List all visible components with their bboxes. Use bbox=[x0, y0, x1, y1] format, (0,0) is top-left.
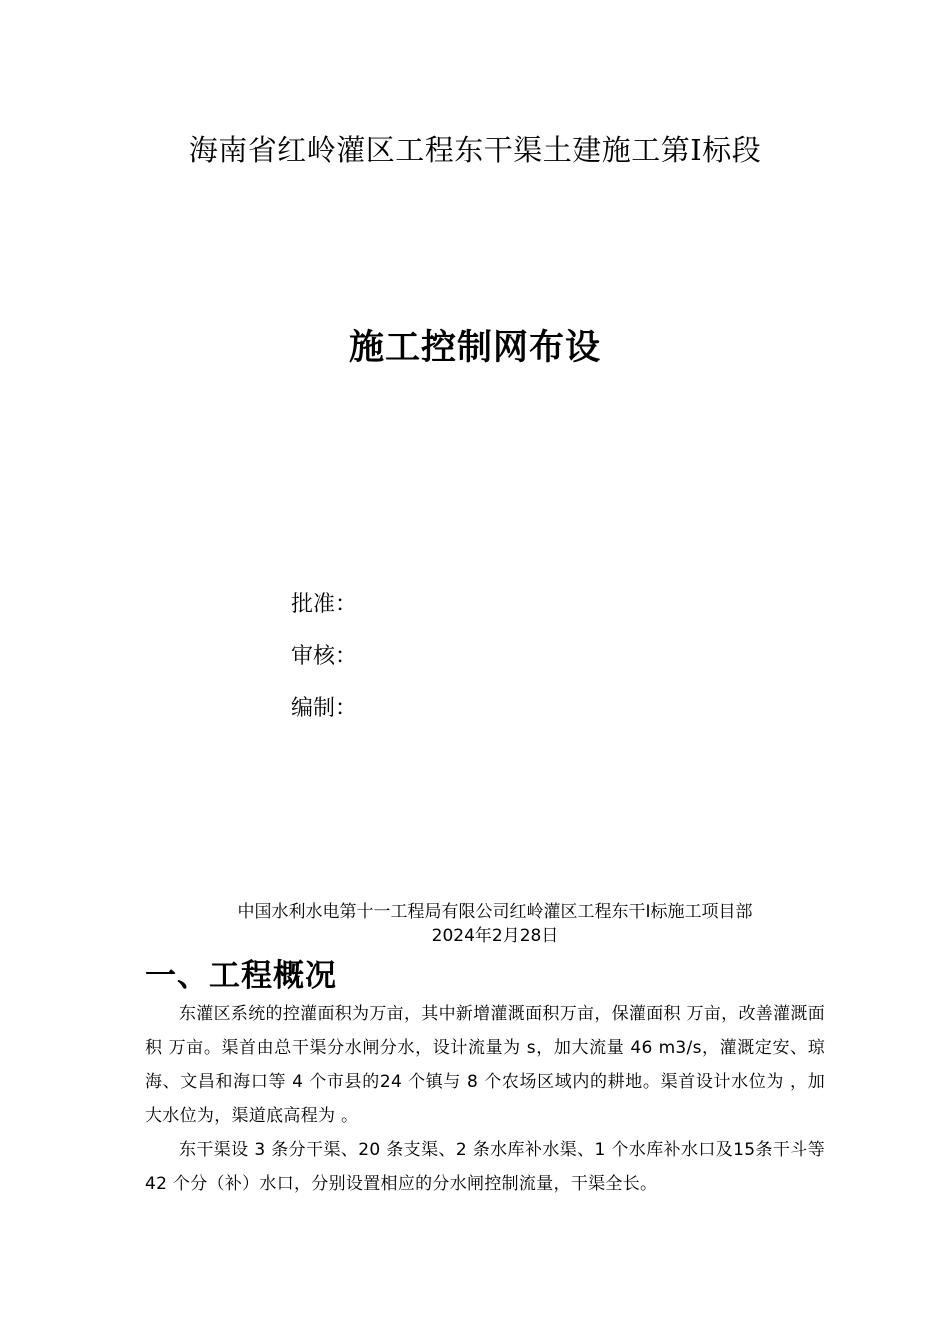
approve-label: 批准： bbox=[291, 592, 358, 617]
compile-label: 编制： bbox=[291, 696, 358, 721]
document-date: 2024年2月28日 bbox=[431, 926, 559, 946]
section-heading: 一、工程概况 bbox=[145, 958, 337, 994]
organization-block bbox=[0, 900, 950, 948]
paragraph: 东干渠设 3 条分干渠、20 条支渠、2 条水库补水渠、1 个水库补水口及15条干斗等 42 个分（补）水口，分别设置相应的分水闸控制流量，干渠全长。 bbox=[145, 1140, 825, 1194]
organization-name: 中国水利水电第十一工程局有限公司红岭灌区工程东干Ⅰ标施工项目部 bbox=[237, 902, 753, 922]
review-label: 审核： bbox=[291, 644, 358, 669]
section-body bbox=[145, 997, 825, 1201]
signature-block bbox=[291, 592, 691, 748]
project-header: 海南省红岭灌区工程东干渠土建施工第Ⅰ标段 bbox=[188, 133, 762, 167]
paragraph: 东灌区系统的控灌面积为万亩，其中新增灌溉面积万亩，保灌面积 万亩，改善灌溉面积 万亩。渠首由总干渠分水闸分水，设计流量为 s，加大流量 46 m3/s，灌溉定安、琼海、文昌和海口等 4 个市县的24 个镇与 8 个农场区域内的耕地。渠首设计水位为 ，加大水位为，渠道底高程为 。 bbox=[145, 1004, 825, 1126]
document-title: 施工控制网布设 bbox=[348, 328, 601, 368]
